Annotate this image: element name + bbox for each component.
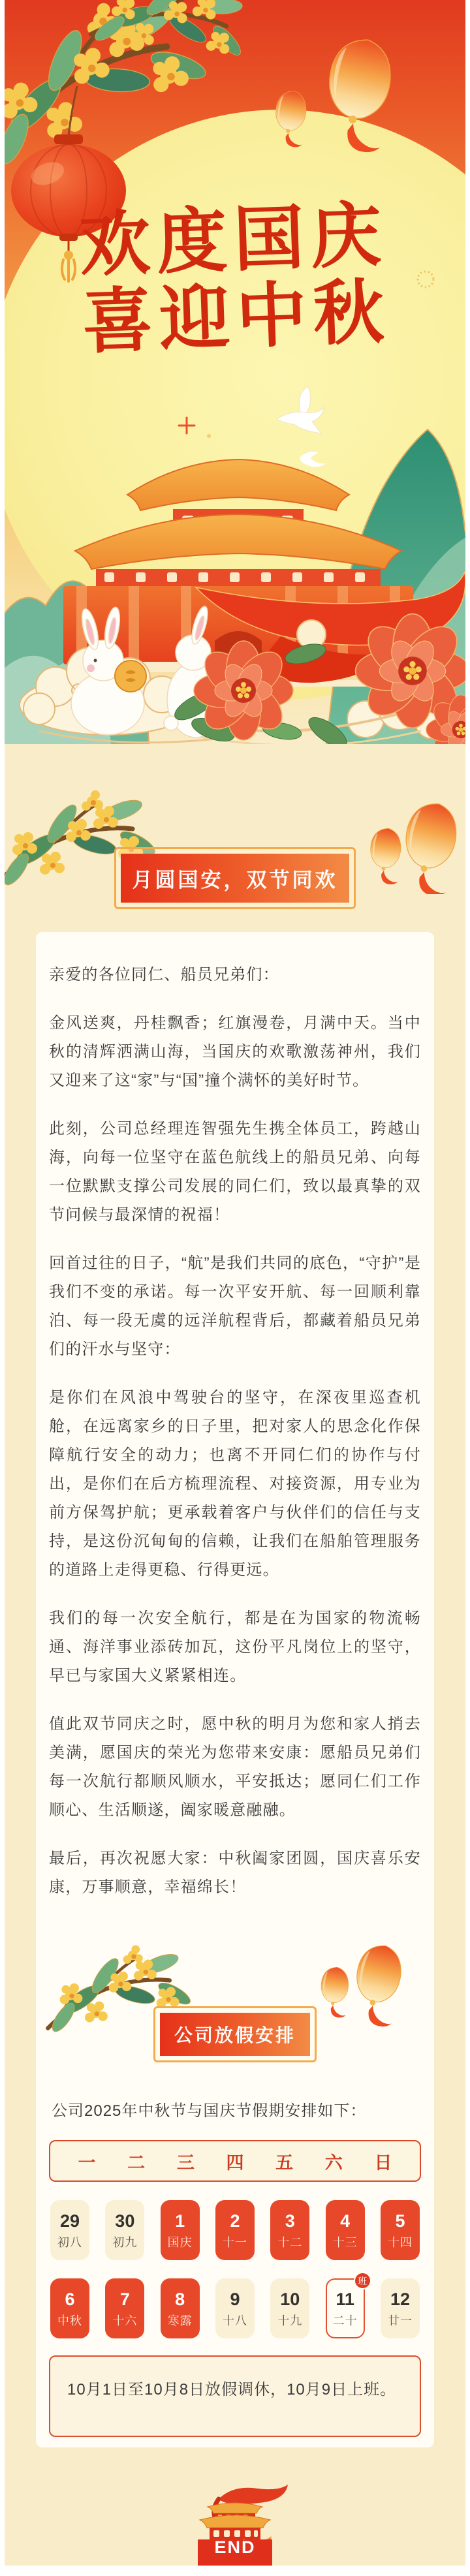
date-lunar-label: 十六 xyxy=(112,2314,138,2327)
date-number: 2 xyxy=(230,2211,240,2231)
article xyxy=(5,0,465,2576)
banner-illustration xyxy=(5,0,465,744)
date-lunar-label: 初八 xyxy=(57,2235,82,2249)
date-number: 29 xyxy=(59,2211,80,2231)
letter-paragraph: 此刻，公司总经理连智强先生携全体员工，跨越山海，向每一位坚守在蓝色航线上的船员兄弟、向每一位默默支撑公司发展的同仁们，致以最真挚的双节问候与最深情的祝福！ xyxy=(49,1120,421,1224)
banner xyxy=(5,0,465,744)
calendar-weekday-header xyxy=(49,2140,421,2182)
weekday-label: 五 xyxy=(275,2152,294,2173)
banner-title-line1: 欢度国庆 xyxy=(78,193,389,287)
calendar-week-2 xyxy=(49,2275,421,2338)
date-number: 5 xyxy=(395,2211,405,2231)
holiday-decor-row xyxy=(49,1904,421,2002)
date-lunar-label: 十二 xyxy=(277,2235,303,2249)
weekday-label: 日 xyxy=(374,2152,392,2173)
end-label: END xyxy=(214,2537,256,2557)
date-number: 10 xyxy=(280,2289,300,2309)
letter-card xyxy=(36,932,434,2447)
date-number: 30 xyxy=(115,2211,135,2231)
date-number: 1 xyxy=(175,2211,185,2231)
holiday-intro: 公司2025年中秋节与国庆节假期安排如下： xyxy=(52,2102,367,2120)
holiday-note-text: 10月1日至10月8日放假调休，10月9日上班。 xyxy=(67,2381,397,2398)
letter-paragraph: 最后，再次祝愿大家：中秋阖家团圆，国庆喜乐安康，万事顺意，幸福绵长！ xyxy=(49,1850,421,1896)
calendar-week-1 xyxy=(49,2200,421,2260)
calendar-date-cell xyxy=(161,2200,200,2260)
holiday-section-button[interactable] xyxy=(153,2006,317,2062)
date-number: 9 xyxy=(230,2289,240,2309)
calendar-date-cell xyxy=(161,2278,200,2338)
holiday-section-label: 公司放假安排 xyxy=(160,2013,310,2056)
calendar-date-cell xyxy=(105,2278,144,2338)
letter-paragraph: 金风送爽，丹桂飘香；红旗漫卷，月满中天。当中秋的清辉洒满山海，当国庆的欢歌激荡神州，我们又迎来了这“家”与“国”撞个满怀的美好时节。 xyxy=(49,1014,421,1089)
workday-badge: 班 xyxy=(354,2272,371,2289)
date-lunar-label: 十四 xyxy=(387,2235,413,2249)
letter-paragraph: 是你们在风浪中驾驶台的坚守，在深夜里巡查机舱，在远离家乡的日子里，把对家人的思念化作保障航行安全的动力；也离不开同仁们的协作与付出，是你们在后方梳理流程、对接资源，用专业为前方保驾护航；更承载着客户与伙伴们的信任与支持，是这份沉甸甸的信赖，让我们在船舶管理服务的道路上走得更稳、行得更远。 xyxy=(49,1389,421,1579)
letter-body xyxy=(49,961,421,1902)
calendar-date-cell xyxy=(326,2200,365,2260)
weekday-label: 二 xyxy=(127,2152,146,2173)
calendar-date-cell xyxy=(326,2275,368,2338)
letter-paragraph: 值此双节同庆之时，愿中秋的明月为您和家人捎去美满，愿国庆的荣光为您带来安康：愿船员兄弟们每一次航行都顺风顺水，平安抵达；愿同仁们工作顺心、生活顺遂，阖家暖意融融。 xyxy=(49,1715,421,1819)
weekday-label: 一 xyxy=(78,2152,96,2173)
lantern-pair-icon xyxy=(315,1938,413,2030)
date-number: 8 xyxy=(175,2289,185,2309)
date-lunar-label: 廿一 xyxy=(387,2314,413,2327)
weekday-label: 三 xyxy=(176,2152,195,2173)
footer xyxy=(5,2447,465,2566)
calendar-date-cell xyxy=(50,2200,89,2260)
date-number: 6 xyxy=(65,2289,75,2309)
letter-paragraph: 回首过往的日子，“航”是我们共同的底色，“守护”是我们不变的承诺。每一次平安开航、每一回顺利靠泊、每一段无虞的远洋航程背后，都藏着船员兄弟们的汗水与坚守： xyxy=(49,1254,421,1358)
date-number: 7 xyxy=(119,2289,130,2309)
date-number: 12 xyxy=(390,2289,410,2309)
date-lunar-label: 十三 xyxy=(332,2235,358,2249)
date-lunar-label: 十一 xyxy=(222,2235,247,2249)
calendar-date-cell xyxy=(270,2278,309,2338)
date-lunar-label: 寒露 xyxy=(167,2314,193,2327)
weekday-label: 四 xyxy=(226,2152,244,2173)
section-divider xyxy=(5,744,465,932)
date-number: 11 xyxy=(336,2289,354,2309)
calendar-date-cell xyxy=(270,2200,309,2260)
lantern-pair-icon xyxy=(364,796,465,894)
calendar-date-cell xyxy=(381,2200,420,2260)
weekday-label: 六 xyxy=(324,2152,343,2173)
date-lunar-label: 国庆 xyxy=(167,2235,193,2249)
greeting-section-label: 月圆国安，双节同欢 xyxy=(121,854,349,903)
banner-title xyxy=(5,193,465,364)
greeting-section-button[interactable] xyxy=(114,847,356,909)
date-number: 4 xyxy=(340,2211,351,2231)
date-lunar-label: 十九 xyxy=(277,2314,303,2327)
banner-title-line2: 喜迎中秋 xyxy=(80,271,392,364)
date-lunar-label: 二十 xyxy=(332,2314,358,2327)
calendar-date-cell xyxy=(381,2278,420,2338)
date-lunar-label: 中秋 xyxy=(57,2314,82,2327)
letter-paragraph: 我们的每一次安全航行，都是在为国家的物流畅通、海洋事业添砖加瓦，这份平凡岗位上的坚守，早已与家国大义紧紧相连。 xyxy=(49,1609,421,1684)
calendar-date-cell xyxy=(50,2278,89,2338)
letter-paragraph: 亲爱的各位同仁、船员兄弟们： xyxy=(49,966,279,984)
date-number: 3 xyxy=(285,2211,295,2231)
calendar-date-cell xyxy=(215,2200,255,2260)
bottom-margin xyxy=(5,2566,465,2576)
calendar-date-cell xyxy=(215,2278,255,2338)
calendar-date-cell xyxy=(105,2200,144,2260)
date-lunar-label: 十八 xyxy=(222,2314,247,2327)
holiday-note-box xyxy=(49,2355,421,2437)
date-lunar-label: 初九 xyxy=(112,2235,138,2249)
